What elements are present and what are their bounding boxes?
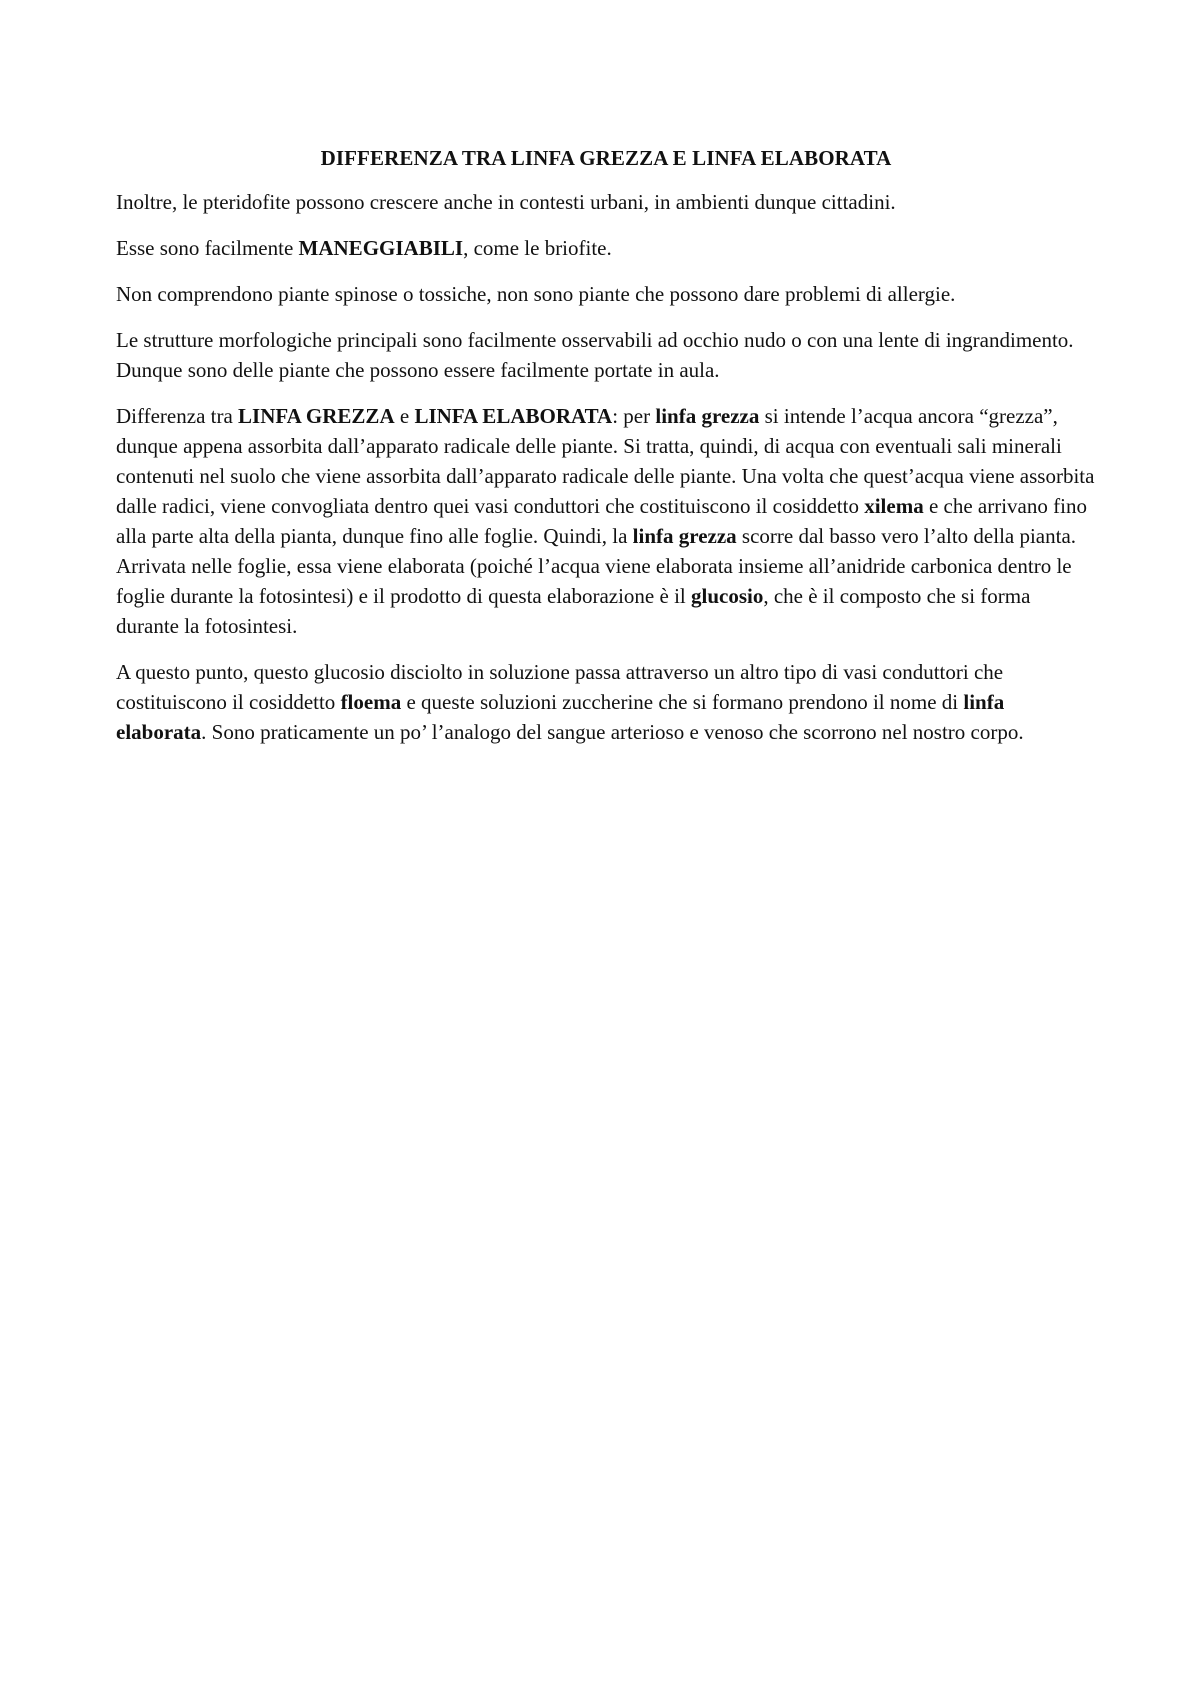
bold-term: linfa grezza	[655, 404, 760, 428]
bold-term: LINFA ELABORATA	[414, 404, 613, 428]
paragraph-linfa-difference	[116, 401, 1096, 641]
paragraph-urban-contexts: Inoltre, le pteridofite possono crescere anche in contesti urbani, in ambienti dunque cittadini.	[116, 190, 896, 214]
text-span: , che è il composto che si forma durante la fotosintesi.	[116, 584, 1031, 638]
text-span: scorre dal basso vero l’alto della pianta. Arrivata nelle foglie, essa viene elaborata (poiché l’acqua viene elaborata insieme all’anidride carbonica dentro le foglie durante la fotosintesi) e il prodotto di questa elaborazione è il	[116, 524, 1077, 608]
bold-term: floema	[340, 690, 402, 714]
text-span: . Sono praticamente un po’ l’analogo del sangue arterioso e venoso che scorrono nel nostro corpo.	[201, 720, 1024, 744]
text-span: e	[394, 404, 415, 428]
document-body	[116, 143, 1096, 763]
paragraph-no-allergies: Non comprendono piante spinose o tossiche, non sono piante che possono dare problemi di allergie.	[116, 282, 956, 306]
text-span: A questo punto, questo glucosio disciolto in soluzione passa attraverso un altro tipo di vasi conduttori che costituiscono il cosiddetto	[116, 660, 1004, 714]
paragraph-floema	[116, 657, 1096, 747]
bold-term: MANEGGIABILI	[298, 236, 464, 260]
bold-term: linfa elaborata	[116, 690, 1005, 744]
document-title: DIFFERENZA TRA LINFA GREZZA E LINFA ELABORATA	[320, 146, 892, 170]
paragraph-morphology: Le strutture morfologiche principali sono facilmente osservabili ad occhio nudo o con una lente di ingrandimento. Dunque sono delle piante che possono essere facilmente portate in aula.	[116, 328, 1074, 382]
text-span: e che arrivano fino alla parte alta della pianta, dunque fino alle foglie. Quindi, la	[116, 494, 1087, 548]
text-span: e queste soluzioni zuccherine che si formano prendono il nome di	[401, 690, 964, 714]
bold-term: xilema	[864, 494, 924, 518]
text-span: , come le briofite.	[463, 236, 612, 260]
text-span: Differenza tra	[116, 404, 239, 428]
text-span: Esse sono facilmente	[116, 236, 299, 260]
text-span: si intende l’acqua ancora “grezza”, dunque appena assorbita dall’apparato radicale delle piante. Si tratta, quindi, di acqua con eventuali sali minerali contenuti nel suolo che viene assorbita dall’apparato radicale delle piante. Una volta che quest’acqua viene assorbita dalle radici, viene convogliata dentro quei vasi conduttori che costituiscono il cosiddetto	[116, 404, 1095, 518]
bold-term: linfa grezza	[632, 524, 737, 548]
paragraph-manageable	[116, 233, 1096, 263]
text-span: : per	[612, 404, 656, 428]
bold-term: glucosio	[691, 584, 764, 608]
bold-term: LINFA GREZZA	[238, 404, 395, 428]
